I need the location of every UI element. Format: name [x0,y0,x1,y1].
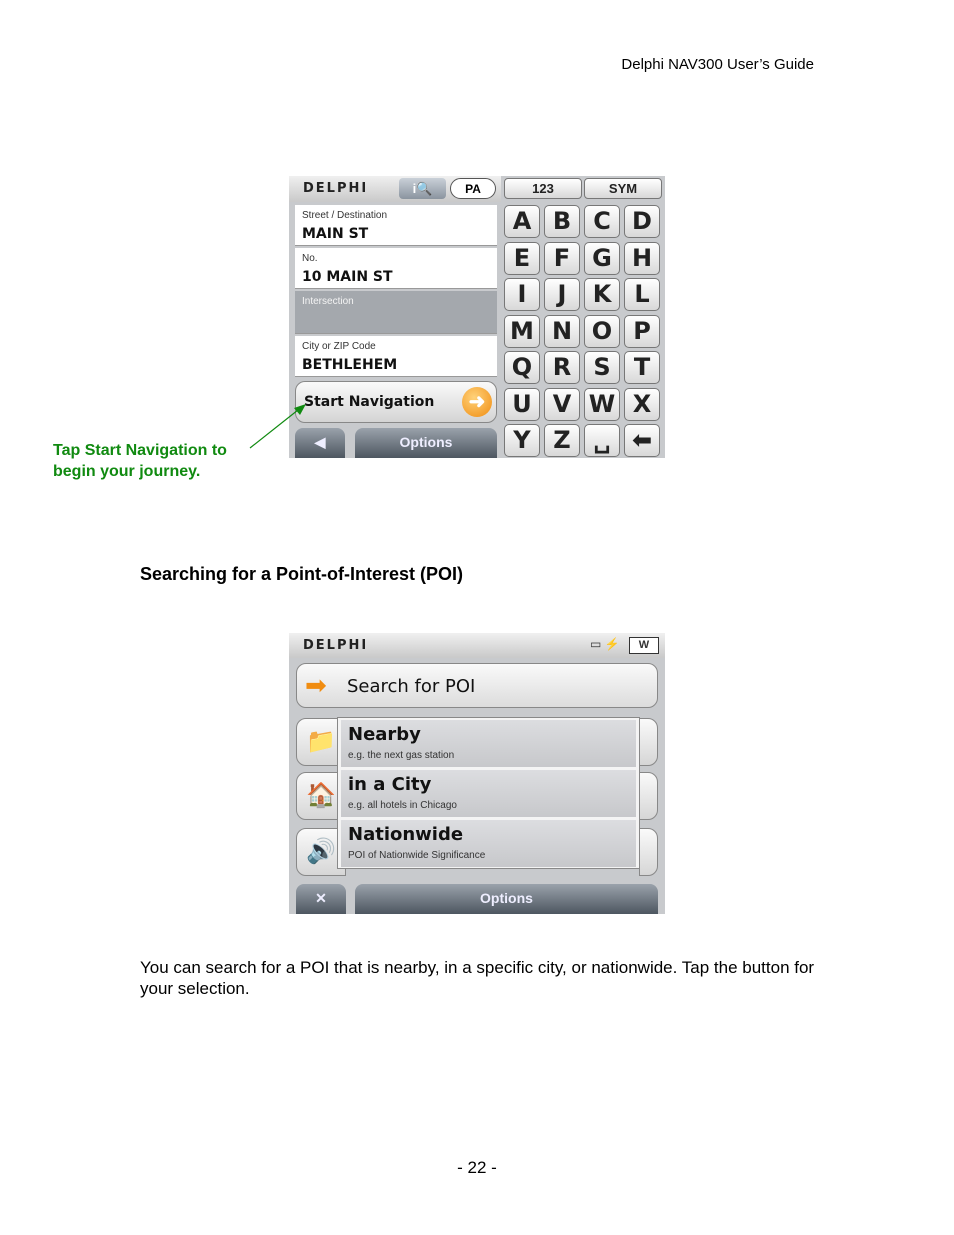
key-2-2[interactable]: K [584,278,620,311]
screen-top-bar [289,176,501,202]
status-area [590,637,659,654]
heading-badge: W [629,637,659,654]
key-6-3[interactable]: ⬅ [624,424,660,457]
right-tile-edge [639,772,658,820]
key-3-2[interactable]: O [584,315,620,348]
key-3-1[interactable]: N [544,315,580,348]
option-description: POI of Nationwide Significance [348,850,486,861]
key-5-3[interactable]: X [624,388,660,421]
search-icon[interactable]: i🔍 [399,178,446,199]
search-for-poi-header[interactable] [296,663,658,708]
delphi-logo: DELPHI [303,638,369,653]
poi-option-nationwide[interactable] [341,820,636,867]
poi-option-nearby[interactable] [341,720,636,767]
poi-option-in-a-city[interactable] [341,770,636,817]
field-label: Street / Destination [302,210,388,221]
poi-screen-title: Search for POI [347,676,476,697]
key-6-2[interactable]: ␣ [584,424,620,457]
start-navigation-label: Start Navigation [304,394,435,410]
forward-arrow-icon: ➡ [305,670,327,700]
poi-search-screen [289,633,665,914]
delphi-logo: DELPHI [303,181,369,196]
key-3-3[interactable]: P [624,315,660,348]
go-arrow-icon: ➜ [462,387,492,417]
state-button[interactable]: PA [450,178,496,199]
document-header: Delphi NAV300 User’s Guide [621,56,814,73]
field-value: BETHLEHEM [302,357,398,373]
key-1-0[interactable]: E [504,242,540,275]
key-4-1[interactable]: R [544,351,580,384]
start-navigation-button[interactable] [295,381,497,423]
section-heading: Searching for a Point-of-Interest (POI) [140,564,464,584]
speaker-person-icon[interactable]: 🔊 [296,828,346,876]
field-value: MAIN ST [302,226,369,242]
field-label: City or ZIP Code [302,341,376,352]
key-6-0[interactable]: Y [504,424,540,457]
key-5-1[interactable]: V [544,388,580,421]
home-icon[interactable]: 🏠 [296,772,346,820]
battery-icon: ▭ [590,637,602,651]
key-0-3[interactable]: D [624,205,660,238]
key-5-2[interactable]: W [584,388,620,421]
key-3-0[interactable]: M [504,315,540,348]
option-name: Nationwide [348,824,464,845]
field-value: 10 MAIN ST [302,269,393,285]
key-2-1[interactable]: J [544,278,580,311]
address-entry-screen [289,176,665,458]
intersection-field[interactable] [295,291,497,334]
start-navigation-callout: Tap Start Navigation to begin your journey. [53,442,227,480]
gps-signal-icon: ⚡ [604,637,620,651]
numeric-mode-key[interactable]: 123 [504,178,582,199]
page-number: - 22 - [457,1158,497,1177]
key-1-2[interactable]: G [584,242,620,275]
field-label: Intersection [302,296,354,307]
close-icon[interactable]: ✕ [296,884,346,914]
poi-options-menu [337,717,640,869]
options-button[interactable]: Options [355,884,658,914]
key-0-2[interactable]: C [584,205,620,238]
key-1-1[interactable]: F [544,242,580,275]
street-destination-field[interactable] [295,205,497,246]
option-description: e.g. all hotels in Chicago [348,800,457,811]
key-4-2[interactable]: S [584,351,620,384]
symbol-mode-key[interactable]: SYM [584,178,662,199]
key-2-0[interactable]: I [504,278,540,311]
screen-top-bar [289,633,665,658]
city-zip-field[interactable] [295,336,497,377]
key-6-1[interactable]: Z [544,424,580,457]
house-number-field[interactable] [295,248,497,289]
callout-arrow [248,400,310,452]
options-button[interactable]: Options [355,428,497,458]
key-2-3[interactable]: L [624,278,660,311]
back-arrow-icon[interactable]: ◀ [295,428,345,458]
option-description: e.g. the next gas station [348,750,455,761]
key-1-3[interactable]: H [624,242,660,275]
field-label: No. [302,253,318,264]
body-paragraph: You can search for a POI that is nearby, in a specific city, or nationwide. Tap the button for your selection. [140,958,815,998]
option-name: Nearby [348,724,421,745]
key-4-0[interactable]: Q [504,351,540,384]
key-5-0[interactable]: U [504,388,540,421]
key-0-1[interactable]: B [544,205,580,238]
key-0-0[interactable]: A [504,205,540,238]
right-tile-edge [639,718,658,766]
key-4-3[interactable]: T [624,351,660,384]
option-name: in a City [348,774,432,795]
folder-icon[interactable]: 📁 [296,718,346,766]
right-tile-edge [639,828,658,876]
